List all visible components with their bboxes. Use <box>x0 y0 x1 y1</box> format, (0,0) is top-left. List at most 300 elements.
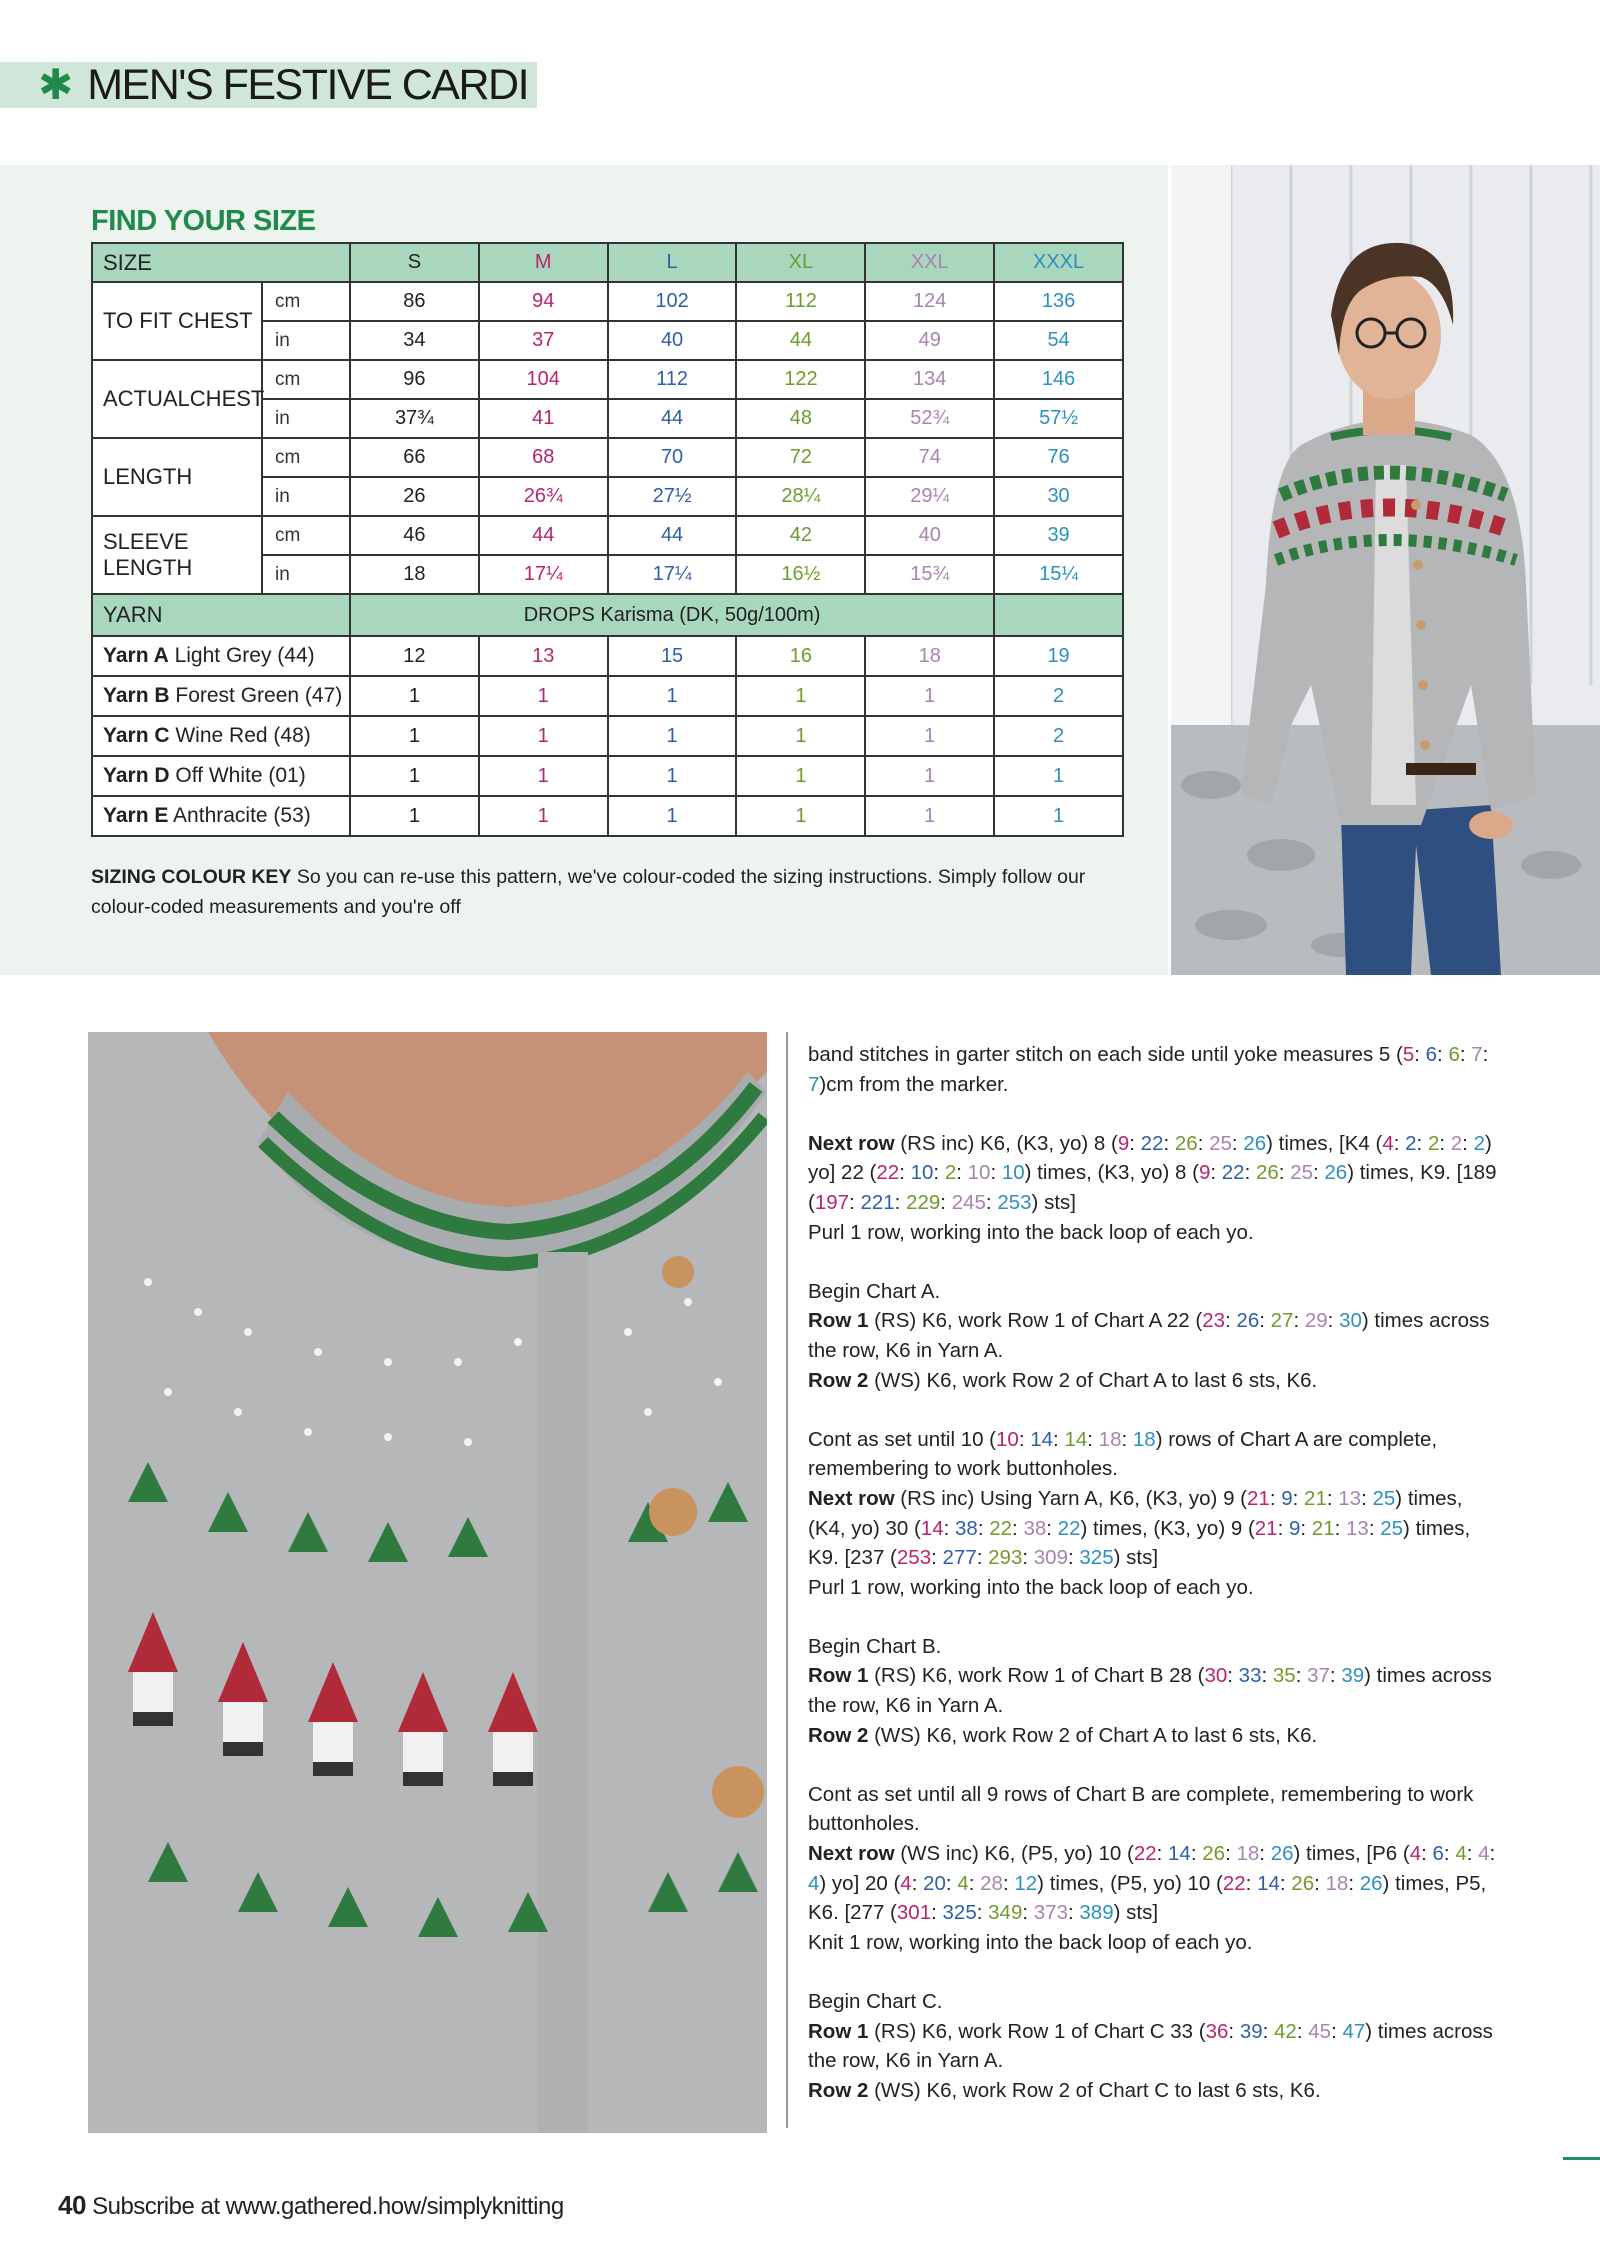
yarn-quantity: 1 <box>736 716 865 756</box>
paragraph-gap <box>808 1395 1498 1425</box>
size-value-l: 6 <box>1425 1043 1438 1066</box>
instruction-text: : <box>1129 1131 1141 1155</box>
yarn-name <box>92 636 350 676</box>
instruction-text: : <box>849 1190 861 1214</box>
size-value-xxxl: 7 <box>808 1072 820 1096</box>
size-value-xxl: 7 <box>1471 1043 1483 1066</box>
size-value-m: 36 <box>1205 2019 1229 2043</box>
instruction-text: : <box>1012 1516 1024 1540</box>
measurement-cell: 39 <box>994 516 1123 555</box>
size-value-xxl: 29 <box>1304 1309 1328 1333</box>
instruction-text: Begin Chart C. <box>808 1990 943 2013</box>
measurement-cell: 94 <box>479 282 608 321</box>
instruction-text: (RS) K6, work Row 1 of Chart B 28 ( <box>868 1664 1205 1688</box>
measurement-cell: 122 <box>736 360 865 399</box>
page-title: MEN'S FESTIVE CARDI <box>87 60 529 109</box>
yarn-quantity: 1 <box>994 756 1123 796</box>
size-value-xxxl: 12 <box>1014 1871 1038 1895</box>
instruction-text: ) times across the row, K6 in Yarn A. <box>808 2019 1493 2073</box>
instruction-text: ) times across the row, K6 in Yarn A. <box>808 1309 1490 1362</box>
instruction-line <box>808 1632 1498 1662</box>
size-value-xxl: 2 <box>1450 1131 1463 1155</box>
instruction-text: : <box>1121 1427 1133 1451</box>
instruction-text: : <box>1067 1546 1080 1570</box>
size-value-m: 9 <box>1198 1161 1211 1185</box>
size-value-xxxl: 4 <box>808 1871 820 1895</box>
instruction-text: band stitches in garter stitch on each side until yoke measures 5 ( <box>808 1043 1403 1066</box>
instruction-text: ) times, (K3, yo) 9 ( <box>1080 1516 1255 1540</box>
size-value-m: 4 <box>900 1871 912 1895</box>
instruction-text: : <box>1227 1664 1239 1688</box>
measurement-cell: 76 <box>994 438 1123 477</box>
yarn-quantity: 12 <box>350 636 479 676</box>
size-value-xl: 21 <box>1311 1516 1335 1540</box>
yarn-name <box>92 676 350 716</box>
instruction-text: : <box>1368 1516 1381 1540</box>
size-value-m: 301 <box>896 1901 932 1925</box>
size-value-xxl: 37 <box>1307 1664 1330 1688</box>
yarn-quantity: 18 <box>865 636 994 676</box>
measurement-cell: 54 <box>994 321 1123 360</box>
measurement-cell: 15¾ <box>865 555 994 594</box>
unit-label: cm <box>262 438 350 477</box>
yarn-row <box>92 796 1123 836</box>
unit-label: in <box>262 321 350 360</box>
yarn-quantity: 1 <box>608 756 737 796</box>
size-value-l: 277 <box>942 1546 977 1570</box>
teal-edge-mark <box>1563 2157 1600 2160</box>
yarn-quantity: 1 <box>865 716 994 756</box>
yarn-quantity: 1 <box>608 796 737 836</box>
instruction-step-label: Row 1 <box>808 1309 869 1333</box>
instruction-step-label: Row 2 <box>808 1723 869 1747</box>
instruction-step-label: Row 2 <box>808 1368 869 1392</box>
measurement-cell: 37¾ <box>350 399 479 438</box>
instruction-text: : <box>1393 1131 1406 1155</box>
measurement-cell: 34 <box>350 321 479 360</box>
instruction-text: : <box>1331 2019 1343 2043</box>
page-number: 40 <box>58 2190 86 2220</box>
size-value-xxl: 18 <box>1325 1871 1349 1895</box>
size-table-body <box>92 243 1123 836</box>
yarn-header-row <box>92 594 1123 636</box>
instruction-text: (RS) K6, work Row 1 of Chart C 33 ( <box>868 2019 1206 2043</box>
instruction-text: (RS) K6, work Row 1 of Chart A 22 ( <box>868 1309 1203 1333</box>
yarn-quantity: 2 <box>994 676 1123 716</box>
measurement-cell: 44 <box>608 399 737 438</box>
size-col-xxxl: XXXL <box>994 243 1123 282</box>
instruction-text: : <box>1462 1131 1474 1155</box>
instruction-line <box>808 1218 1498 1248</box>
measurement-cell: 40 <box>865 516 994 555</box>
size-value-xxl: 309 <box>1033 1546 1068 1570</box>
size-value-xl: 229 <box>906 1190 941 1214</box>
size-value-xl: 26 <box>1291 1871 1315 1895</box>
size-value-xxl: 25 <box>1209 1131 1232 1155</box>
instruction-text: : <box>977 1516 990 1540</box>
unit-label: in <box>262 399 350 438</box>
title-banner <box>0 62 537 108</box>
instruction-text: : <box>1314 1871 1326 1895</box>
size-value-xxxl: 26 <box>1324 1161 1348 1185</box>
instruction-text: : <box>1361 1486 1373 1510</box>
instruction-text: : <box>1459 1043 1472 1066</box>
yarn-quantity: 1 <box>350 796 479 836</box>
yarn-quantity: 1 <box>865 676 994 716</box>
measurement-cell: 70 <box>608 438 737 477</box>
size-value-xxl: 38 <box>1023 1516 1047 1540</box>
instruction-text: : <box>990 1161 1002 1185</box>
size-value-l: 38 <box>955 1516 978 1540</box>
measurement-cell: 46 <box>350 516 479 555</box>
paragraph-gap <box>808 1957 1498 1987</box>
instruction-text: : <box>1295 1664 1308 1688</box>
measurement-cell: 37 <box>479 321 608 360</box>
instruction-line <box>808 1661 1498 1720</box>
instruction-line <box>808 1425 1498 1484</box>
instruction-line <box>808 1987 1498 2017</box>
instruction-text: : <box>1437 1043 1449 1066</box>
instruction-text: )cm from the marker. <box>819 1072 1009 1096</box>
instruction-text: : <box>945 1871 958 1895</box>
size-value-m: 14 <box>920 1516 944 1540</box>
yarn-quantity: 15 <box>608 636 737 676</box>
size-value-xl: 293 <box>988 1546 1023 1570</box>
instruction-text: : <box>1163 1131 1175 1155</box>
yarn-colour-name: Anthracite (53) <box>168 804 311 827</box>
size-value-m: 22 <box>1133 1842 1157 1866</box>
instruction-text: : <box>1293 1309 1305 1333</box>
measurement-cell: 16½ <box>736 555 865 594</box>
size-value-xxl: 10 <box>967 1161 991 1185</box>
measurement-cell: 72 <box>736 438 865 477</box>
size-value-m: 22 <box>876 1161 900 1185</box>
instruction-text: : <box>1482 1043 1489 1066</box>
instruction-text: : <box>968 1871 981 1895</box>
unit-label: cm <box>262 360 350 399</box>
yarn-colour-name: Light Grey (44) <box>168 644 315 667</box>
footer-subscribe-text: Subscribe at www.gathered.how/simplyknitting <box>92 2193 564 2220</box>
yarn-code: Yarn D <box>103 764 170 787</box>
instruction-step-label: Next row <box>808 1842 895 1866</box>
size-value-xxl: 18 <box>1236 1842 1260 1866</box>
instruction-text: : <box>933 1161 945 1185</box>
yarn-quantity: 1 <box>865 756 994 796</box>
size-value-xxxl: 26 <box>1243 1131 1267 1155</box>
instruction-text: (WS) K6, work Row 2 of Chart A to last 6 sts, K6. <box>868 1723 1318 1747</box>
measurement-cell: 41 <box>479 399 608 438</box>
measurement-cell: 134 <box>865 360 994 399</box>
measurement-label: TO FIT CHEST <box>92 282 262 360</box>
measurement-cell: 17¼ <box>479 555 608 594</box>
instruction-text: : <box>1046 1516 1058 1540</box>
instruction-step-label: Next row <box>808 1131 895 1155</box>
yarn-name <box>92 756 350 796</box>
yarn-code: Yarn A <box>103 644 169 667</box>
measurement-cell: 44 <box>608 516 737 555</box>
instruction-text: ) yo] 22 ( <box>808 1131 1492 1185</box>
size-value-xl: 6 <box>1448 1043 1460 1066</box>
yarn-row <box>92 636 1123 676</box>
instruction-line <box>808 1306 1498 1365</box>
size-value-l: 10 <box>910 1161 934 1185</box>
measurement-label: LENGTH <box>92 438 262 516</box>
instruction-text: : <box>1269 1486 1282 1510</box>
size-value-xxl: 13 <box>1346 1516 1369 1540</box>
yarn-quantity: 1 <box>350 676 479 716</box>
instruction-text: : <box>899 1161 911 1185</box>
measurement-cell: 28¼ <box>736 477 865 516</box>
size-value-xl: 21 <box>1304 1486 1327 1510</box>
measurement-cell: 26¾ <box>479 477 608 516</box>
size-value-xl: 26 <box>1174 1131 1198 1155</box>
measurement-label: ACTUALCHEST <box>92 360 262 438</box>
size-value-xl: 4 <box>957 1871 969 1895</box>
instruction-text: ) times, K9. [237 ( <box>808 1516 1471 1570</box>
yarn-quantity: 1 <box>479 796 608 836</box>
size-value-m: 4 <box>1382 1131 1394 1155</box>
instruction-text: : <box>1022 1546 1034 1570</box>
measurement-cell: 29¼ <box>865 477 994 516</box>
instruction-text: : <box>1225 1309 1237 1333</box>
yarn-colour-name: Forest Green (47) <box>169 684 343 707</box>
page-footer <box>58 2190 564 2221</box>
yarn-quantity: 1 <box>350 756 479 796</box>
paragraph-gap <box>808 1602 1498 1632</box>
instruction-text: ) sts] <box>1113 1901 1159 1925</box>
instruction-text: ) times, (K3, yo) 8 ( <box>1024 1161 1199 1185</box>
size-value-xxl: 45 <box>1308 2019 1332 2043</box>
instruction-text: : <box>940 1190 952 1214</box>
size-value-m: 9 <box>1117 1131 1130 1155</box>
size-value-xxl: 373 <box>1033 1901 1068 1925</box>
paragraph-gap <box>808 1247 1498 1277</box>
instruction-line <box>808 1928 1498 1958</box>
size-value-xxxl: 25 <box>1372 1486 1396 1510</box>
size-value-xxxl: 2 <box>1473 1131 1485 1155</box>
yarn-quantity: 1 <box>736 796 865 836</box>
measurement-cell: 48 <box>736 399 865 438</box>
instruction-text: : <box>1348 1871 1360 1895</box>
sizing-colour-key <box>91 862 1111 922</box>
measurement-cell: 112 <box>608 360 737 399</box>
size-value-l: 2 <box>1405 1131 1417 1155</box>
unit-label: in <box>262 555 350 594</box>
instruction-step-label: Next row <box>808 1486 895 1510</box>
size-value-xxl: 4 <box>1478 1842 1490 1866</box>
instruction-text: : <box>1244 1161 1256 1185</box>
instruction-step-label: Row 1 <box>808 1664 869 1688</box>
size-value-l: 9 <box>1281 1486 1293 1510</box>
instruction-text: ) times, (P5, yo) 10 ( <box>1037 1871 1223 1895</box>
instruction-text: : <box>976 1901 989 1925</box>
instruction-text: ) sts] <box>1113 1546 1159 1570</box>
yarn-quantity: 16 <box>736 636 865 676</box>
size-value-m: 30 <box>1204 1664 1228 1688</box>
measurement-cell: 18 <box>350 555 479 594</box>
instruction-text: : <box>931 1546 943 1570</box>
instruction-text: : <box>1261 1664 1273 1688</box>
size-value-xxxl: 22 <box>1057 1516 1081 1540</box>
size-value-l: 325 <box>942 1901 977 1925</box>
column-divider <box>786 1032 788 2128</box>
pattern-instructions <box>808 1040 1498 2105</box>
instruction-text: : <box>1002 1871 1015 1895</box>
instruction-text: : <box>1190 1842 1203 1866</box>
measurement-cell: 68 <box>479 438 608 477</box>
instruction-text: : <box>1053 1427 1065 1451</box>
yarn-row <box>92 756 1123 796</box>
instruction-text: : <box>1300 1516 1312 1540</box>
size-table <box>91 242 1124 837</box>
size-col-m: M <box>479 243 608 282</box>
size-value-m: 21 <box>1247 1486 1270 1510</box>
size-value-xxl: 13 <box>1338 1486 1362 1510</box>
measurement-row <box>92 282 1123 321</box>
yarn-quantity: 1 <box>608 716 737 756</box>
instruction-line <box>808 2076 1498 2106</box>
instruction-text: : <box>1210 1161 1222 1185</box>
instruction-text: ) times, (K4, yo) 30 ( <box>808 1486 1463 1540</box>
unit-label: in <box>262 477 350 516</box>
instruction-text: : <box>1421 1842 1433 1866</box>
instruction-text: : <box>1156 1842 1169 1866</box>
yarn-quantity: 1 <box>350 716 479 756</box>
instruction-text: : <box>894 1190 907 1214</box>
instruction-text: : <box>1489 1842 1496 1866</box>
yarn-quantity: 1 <box>479 756 608 796</box>
measurement-cell: 52¾ <box>865 399 994 438</box>
measurement-label: SLEEVE LENGTH <box>92 516 262 594</box>
instruction-text: ) yo] 20 ( <box>819 1871 901 1895</box>
measurement-cell: 44 <box>736 321 865 360</box>
measurement-cell: 49 <box>865 321 994 360</box>
instruction-line <box>808 1484 1498 1573</box>
instruction-text: ) times across the row, K6 in Yarn A. <box>808 1664 1492 1718</box>
instruction-text: : <box>1228 2019 1240 2043</box>
yarn-type: DROPS Karisma (DK, 50g/100m) <box>350 594 994 636</box>
size-col-l: L <box>608 243 737 282</box>
instruction-text: ) times, [K4 ( <box>1266 1131 1383 1155</box>
instruction-text: (WS) K6, work Row 2 of Chart A to last 6 sts, K6. <box>868 1368 1318 1392</box>
measurement-cell: 27½ <box>608 477 737 516</box>
measurement-cell: 15¼ <box>994 555 1123 594</box>
instruction-text: : <box>1197 1131 1210 1155</box>
instruction-text: : <box>1414 1043 1426 1066</box>
size-label: SIZE <box>92 243 350 282</box>
size-col-xl: XL <box>736 243 865 282</box>
size-value-xxxl: 39 <box>1341 1664 1365 1688</box>
instruction-text: Purl 1 row, working into the back loop of each yo. <box>808 1220 1254 1244</box>
size-value-xl: 35 <box>1272 1664 1296 1688</box>
size-value-xxl: 18 <box>1098 1427 1122 1451</box>
yarn-row <box>92 716 1123 756</box>
size-value-xxxl: 25 <box>1380 1516 1404 1540</box>
size-col-xxl: XXL <box>865 243 994 282</box>
instruction-text: : <box>1329 1664 1342 1688</box>
instruction-text: : <box>956 1161 968 1185</box>
instruction-text: : <box>1278 1161 1291 1185</box>
size-value-xl: 4 <box>1455 1842 1467 1866</box>
yarn-label: YARN <box>92 594 350 636</box>
instruction-text: : <box>1231 1131 1244 1155</box>
find-size-heading: FIND YOUR SIZE <box>91 205 316 237</box>
instruction-text: : <box>1245 1871 1258 1895</box>
size-value-xxxl: 18 <box>1132 1427 1156 1451</box>
size-value-l: 22 <box>1140 1131 1164 1155</box>
size-value-l: 33 <box>1238 1664 1262 1688</box>
instruction-text: : <box>1087 1427 1099 1451</box>
instruction-text: (WS inc) K6, (P5, yo) 10 ( <box>894 1842 1134 1866</box>
instruction-text: ) sts] <box>1031 1190 1076 1214</box>
yarn-quantity: 1 <box>865 796 994 836</box>
size-value-m: 197 <box>814 1190 850 1214</box>
measurement-cell: 86 <box>350 282 479 321</box>
instruction-text: Cont as set until all 9 rows of Chart B are complete, remembering to work buttonholes. <box>808 1782 1474 1836</box>
yarn-quantity: 1 <box>608 676 737 716</box>
size-value-xl: 26 <box>1255 1161 1279 1185</box>
measurement-cell: 104 <box>479 360 608 399</box>
instruction-text: : <box>1327 1309 1340 1333</box>
yarn-code: Yarn B <box>103 684 170 707</box>
size-value-xxxl: 47 <box>1342 2019 1366 2043</box>
instruction-text: ) times, K9. [189 ( <box>808 1161 1497 1214</box>
instruction-line <box>808 1780 1498 1839</box>
instruction-text: : <box>1296 2019 1309 2043</box>
instruction-text: Begin Chart A. <box>808 1279 941 1303</box>
instruction-text: : <box>1279 1871 1292 1895</box>
instruction-line <box>808 1366 1498 1396</box>
size-value-l: 39 <box>1239 2019 1263 2043</box>
yarn-code: Yarn C <box>103 724 170 747</box>
size-value-xl: 2 <box>1427 1131 1440 1155</box>
instruction-text: : <box>976 1546 989 1570</box>
instruction-text: : <box>1259 1842 1271 1866</box>
yarn-name <box>92 796 350 836</box>
instruction-text: (RS inc) K6, (K3, yo) 8 ( <box>894 1131 1118 1155</box>
size-value-xxxl: 10 <box>1001 1161 1025 1185</box>
instruction-text: : <box>1022 1901 1034 1925</box>
measurement-cell: 146 <box>994 360 1123 399</box>
unit-label: cm <box>262 516 350 555</box>
instruction-text: ) times, [P6 ( <box>1293 1842 1410 1866</box>
instruction-text: : <box>1416 1131 1428 1155</box>
instruction-text: : <box>1018 1427 1031 1451</box>
instruction-text: : <box>1443 1842 1456 1866</box>
measurement-cell: 26 <box>350 477 479 516</box>
instruction-text: : <box>1439 1131 1451 1155</box>
instruction-text: ) rows of Chart A are complete, remembering to work buttonholes. <box>808 1427 1438 1481</box>
instruction-line <box>808 1721 1498 1751</box>
yarn-quantity: 19 <box>994 636 1123 676</box>
instruction-text: : <box>1334 1516 1347 1540</box>
paragraph-gap <box>808 1099 1498 1129</box>
measurement-cell: 74 <box>865 438 994 477</box>
instruction-text: ) times, P5, K6. [277 ( <box>808 1871 1487 1925</box>
instruction-text: : <box>1326 1486 1339 1510</box>
instruction-text: : <box>1313 1161 1325 1185</box>
instruction-text: (WS) K6, work Row 2 of Chart C to last 6 sts, K6. <box>868 2078 1321 2102</box>
instruction-line <box>808 1040 1498 1099</box>
clover-icon: ✱ <box>38 61 74 108</box>
size-value-m: 4 <box>1409 1842 1422 1866</box>
instruction-text: Knit 1 row, working into the back loop of each yo. <box>808 1930 1253 1954</box>
size-header-row <box>92 243 1123 282</box>
measurement-cell: 124 <box>865 282 994 321</box>
instruction-text: Begin Chart B. <box>808 1634 942 1658</box>
size-value-xl: 349 <box>988 1901 1023 1925</box>
measurement-cell: 44 <box>479 516 608 555</box>
